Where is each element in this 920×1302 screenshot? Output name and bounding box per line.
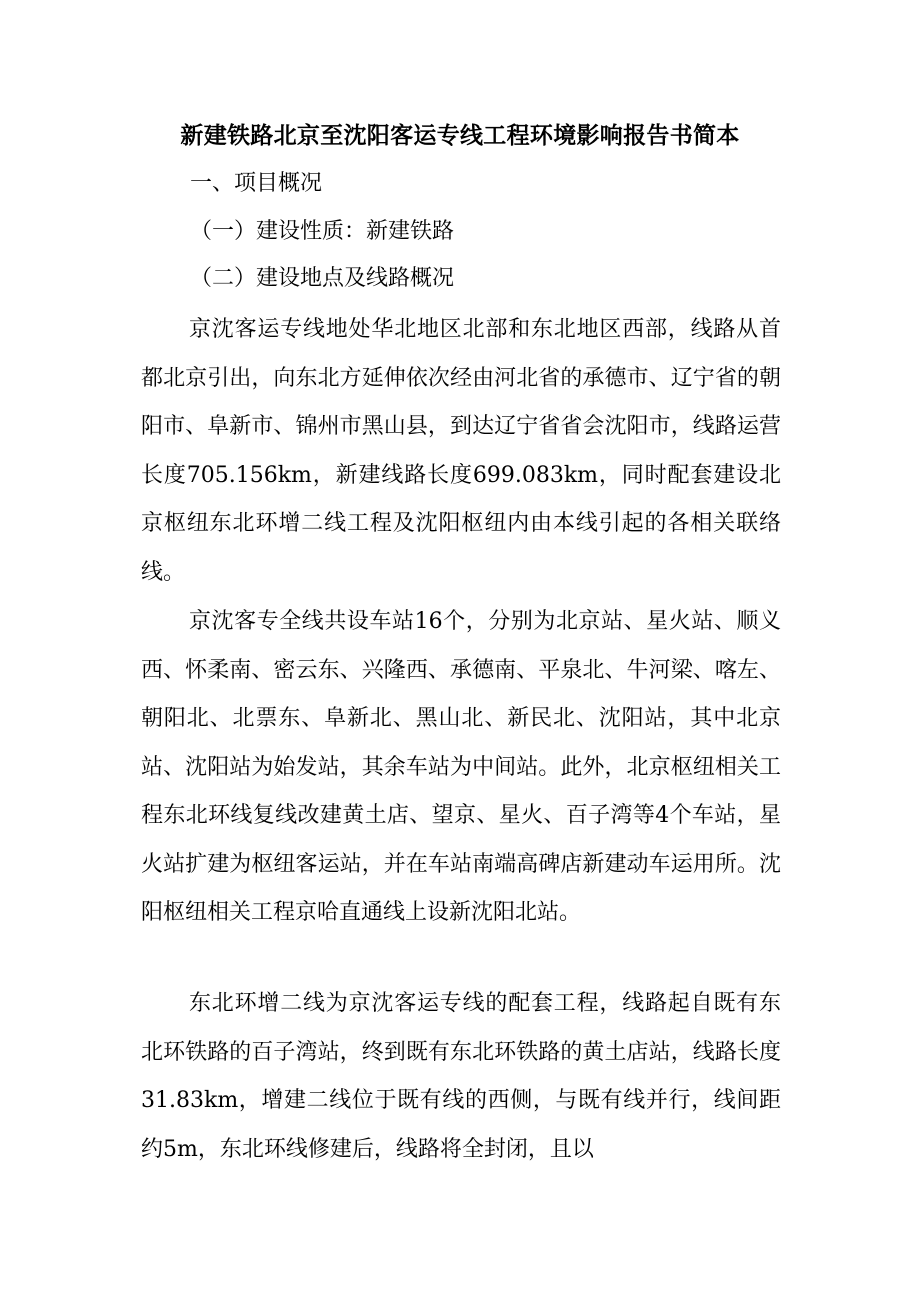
paragraph-stations: 京沈客专全线共设车站16个，分别为北京站、星火站、顺义西、怀柔南、密云东、兴隆西、承德南、平泉北、牛河梁、喀左、朝阳北、北票东、阜新北、黑山北、新民北、沈阳站，其中北京站、沈阳站为始发站，其余车站为中间站。此外，北京枢纽相关工程东北环线复线改建黄土店、望京、星火、百子湾等4个车站，星火站扩建为枢纽客运站，并在车站南端高碑店新建动车运用所。沈阳枢纽相关工程京哈直通线上设新沈阳北站。 [141, 609, 781, 925]
paragraph-northeast-ring: 东北环增二线为京沈客运专线的配套工程，线路起自既有东北环铁路的百子湾站，终到既有东北环铁路的黄土店站，线路长度31.83km，增建二线位于既有线的西侧，与既有线并行，线间距约5m，东北环线修建后，线路将全封闭，且以 [141, 991, 781, 1162]
section-heading-project-overview: 一、项目概况 [190, 171, 323, 196]
subsection-heading-construction-nature: （一）建设性质：新建铁路 [190, 219, 455, 244]
paragraph-route-overview: 京沈客运专线地处华北地区北部和东北地区西部，线路从首都北京引出，向东北方延伸依次经由河北省的承德市、辽宁省的朝阳市、阜新市、锦州市黑山县，到达辽宁省省会沈阳市，线路运营长度705.156km，新建线路长度699.083km，同时配套建设北京枢纽东北环增二线工程及沈阳枢纽内由本线引起的各相关联络线。 [141, 317, 781, 585]
subsection-heading-location-route: （二）建设地点及线路概况 [190, 266, 455, 291]
document-title: 新建铁路北京至沈阳客运专线工程环境影响报告书简本 [180, 122, 740, 149]
